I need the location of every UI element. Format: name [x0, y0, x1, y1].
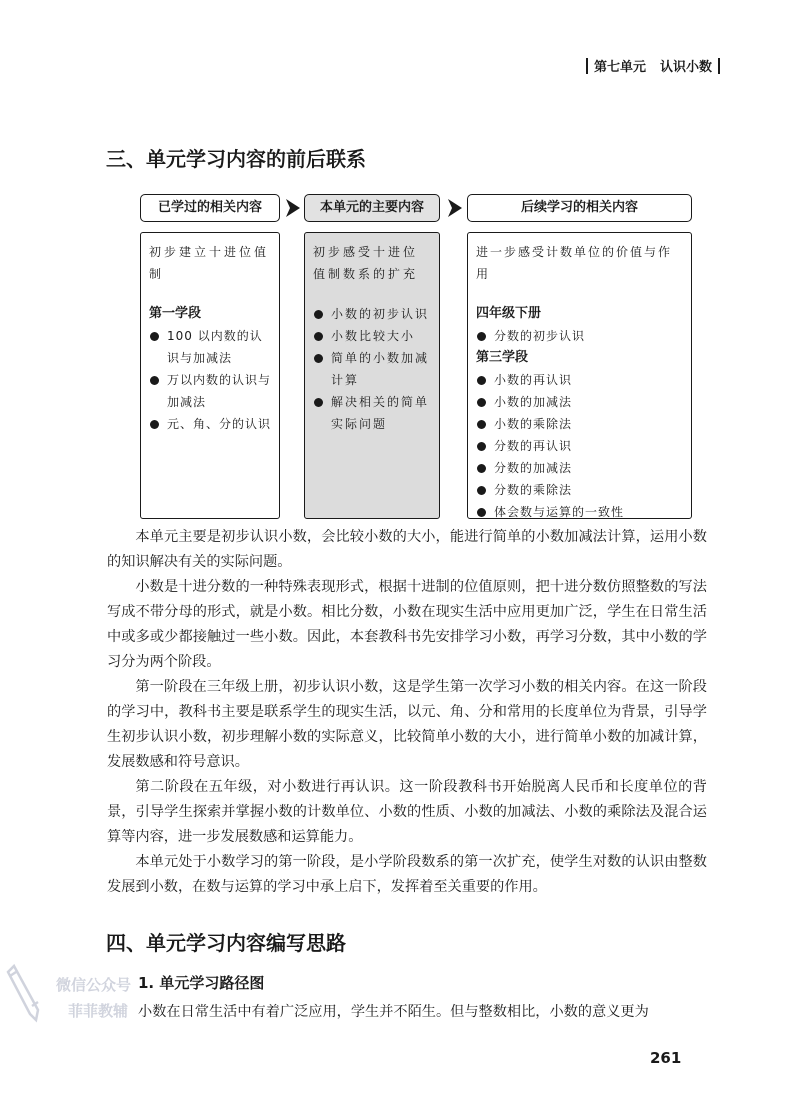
watermark-line: 菲菲教辅	[68, 1002, 129, 1020]
watermark-line: 微信公众号	[56, 976, 132, 994]
flow-header-current: 本单元的主要内容	[304, 194, 440, 222]
section3-body	[107, 525, 707, 900]
pencil-icon	[6, 960, 46, 1026]
flow-box-future	[467, 232, 692, 519]
topic-list	[476, 325, 683, 347]
header-divider	[586, 58, 588, 74]
list-item: 小数的初步认识	[313, 303, 431, 325]
page-number: 261	[650, 1049, 682, 1067]
topic-list	[476, 369, 683, 523]
topic-list	[313, 303, 431, 435]
flow-box-intro: 初步感受十进位值制数系的扩充	[313, 245, 419, 281]
paragraph: 小数是十进分数的一种特殊表现形式，根据十进制的位值原则，把十进分数仿照整数的写法写成不带分母的形式，就是小数。相比分数，小数在现实生活中应用更加广泛，学生在日常生活中或多或少都接触过一些小数。因此，本套教科书先安排学习小数，再学习分数，其中小数的学习分为两个阶段。	[107, 579, 707, 670]
header-divider	[718, 58, 720, 74]
paragraph: 本单元处于小数学习的第一阶段，是小学阶段数系的第一次扩充，使学生对数的认识由整数发展到小数，在数与运算的学习中承上启下，发挥着至关重要的作用。	[107, 854, 707, 895]
arrow-right-icon	[446, 197, 464, 219]
flow-box-intro: 初步建立十进位值制	[149, 245, 270, 281]
list-item: 小数比较大小	[313, 325, 431, 347]
flow-box-current	[304, 232, 440, 519]
flow-box-prior	[140, 232, 280, 519]
flow-box-intro: 进一步感受计数单位的价值与作用	[476, 245, 673, 281]
watermark	[6, 960, 138, 1030]
list-item: 分数的再认识	[476, 435, 683, 457]
list-item: 100 以内数的认识与加减法	[149, 325, 271, 369]
topic-list	[149, 325, 271, 435]
stage-label: 四年级下册	[476, 306, 542, 321]
header-chapter: 第七单元	[594, 60, 647, 75]
list-item: 简单的小数加减计算	[313, 347, 431, 391]
list-item: 分数的初步认识	[476, 325, 683, 347]
running-header	[586, 58, 736, 78]
paragraph: 第一阶段在三年级上册，初步认识小数，这是学生第一次学习小数的相关内容。在这一阶段的学习中，教科书主要是联系学生的现实生活，以元、角、分和常用的长度单位为背景，引导学生初步认识小数，初步理解小数的实际意义，比较简单小数的大小，进行简单小数的加减计算，发展数感和符号意识。	[107, 679, 707, 770]
stage-label: 第一学段	[149, 306, 202, 321]
flow-header-future: 后续学习的相关内容	[467, 194, 692, 222]
flow-header-prior: 已学过的相关内容	[140, 194, 280, 222]
paragraph: 小数在日常生活中有着广泛应用，学生并不陌生。但与整数相比，小数的意义更为	[138, 1004, 649, 1020]
list-item: 小数的再认识	[476, 369, 683, 391]
list-item: 分数的乘除法	[476, 479, 683, 501]
paragraph: 本单元主要是初步认识小数，会比较小数的大小，能进行简单的小数加减法计算，运用小数的知识解决有关的实际问题。	[107, 529, 707, 570]
list-item: 解决相关的简单实际问题	[313, 391, 431, 435]
list-item: 元、角、分的认识	[149, 413, 271, 435]
paragraph: 第二阶段在五年级，对小数进行再认识。这一阶段教科书开始脱离人民币和长度单位的背景，引导学生探索并掌握小数的计数单位、小数的性质、小数的加减法、小数的乘除法及混合运算等内容，进一步发展数感和运算能力。	[107, 779, 707, 845]
list-item: 万以内数的认识与加减法	[149, 369, 271, 413]
list-item: 小数的乘除法	[476, 413, 683, 435]
section3-heading: 三、单元学习内容的前后联系	[106, 147, 366, 171]
stage-label: 第三学段	[476, 350, 529, 365]
arrow-right-icon	[284, 197, 302, 219]
header-topic: 认识小数	[660, 60, 713, 75]
list-item: 小数的加减法	[476, 391, 683, 413]
section4-heading: 四、单元学习内容编写思路	[106, 931, 346, 955]
list-item: 体会数与运算的一致性	[476, 501, 683, 523]
list-item: 分数的加减法	[476, 457, 683, 479]
section4-subheading: 1. 单元学习路径图	[138, 974, 265, 992]
